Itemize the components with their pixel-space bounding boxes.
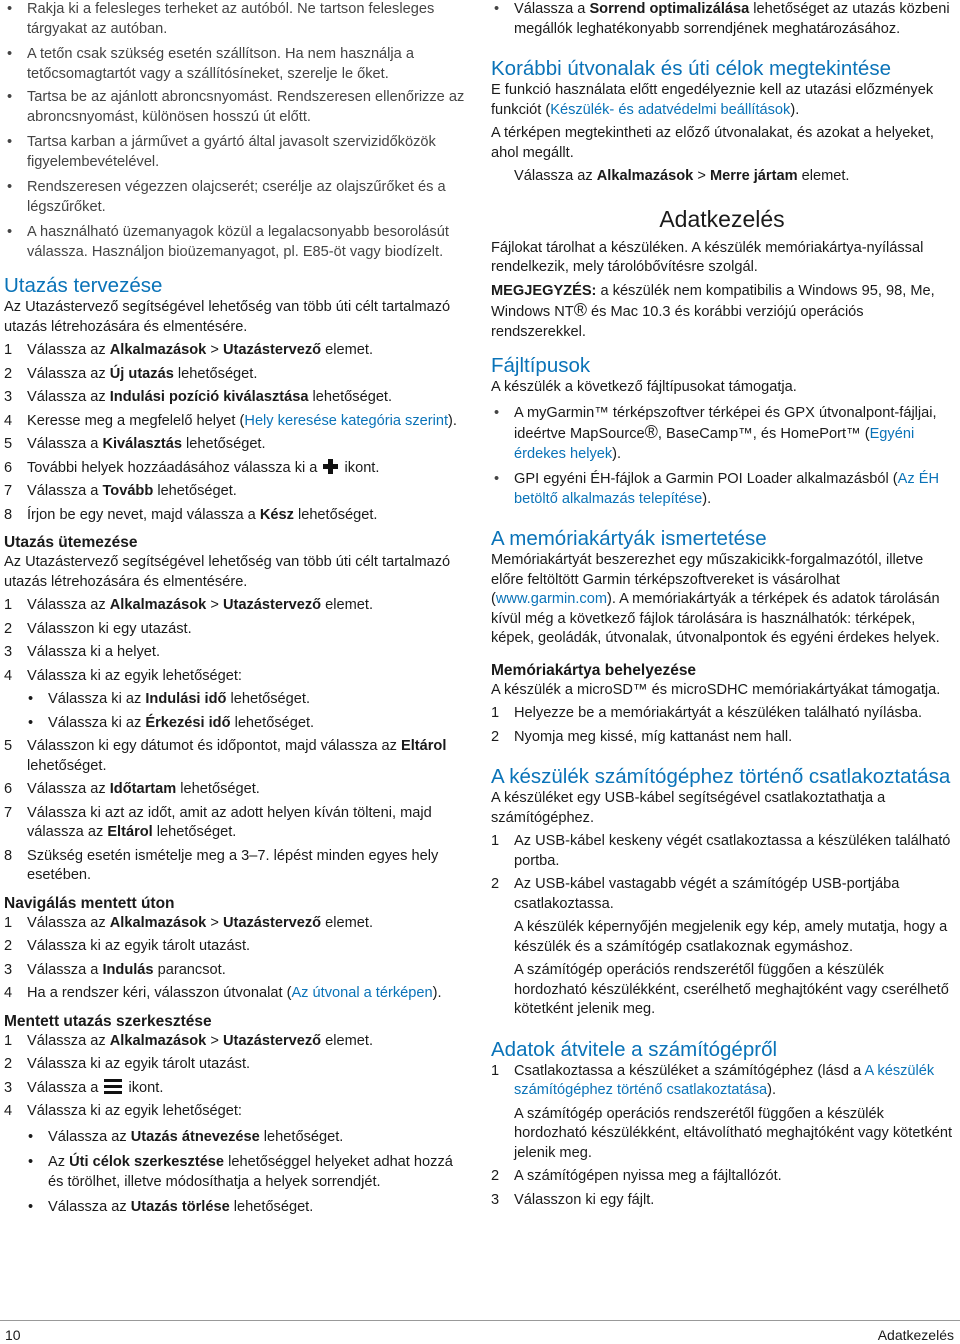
list-item: • GPI egyéni ÉH-fájlok a Garmin POI Loader alkalmazásból (Az ÉH betöltő alkalmazás telepítése). — [491, 470, 953, 509]
step: 7 Válassza ki azt az időt, amit az adott helyen kíván tölteni, majd válassza az Eltárol lehetőséget. — [4, 804, 432, 840]
note: MEGJEGYZÉS: a készülék nem kompatibilis a Windows 95, 98, Me, Windows NT® és Mac 10.3 és korábbi verziójú operációs rendszerekkel. — [491, 282, 935, 340]
footer-section-name: Adatkezelés — [877, 1327, 954, 1343]
step: 4 Ha a rendszer kéri, válasszon útvonalat (Az útvonal a térképen). — [4, 985, 442, 1001]
subsection-title: Memóriakártya behelyezése — [491, 661, 697, 679]
section-title: Adatok átvitele a számítógépről — [491, 1037, 778, 1061]
step: 2 Válassza ki az egyik tárolt utazást. — [4, 1056, 251, 1072]
step: 2 A számítógépen nyissa meg a fájltallózót. — [491, 1168, 782, 1184]
step: 3 Válassza ki a helyet. — [4, 644, 161, 660]
paragraph: A számítógép operációs rendszerétől függően a készülék hordozható készülékként, cserélhető meghajtóként vagy cserélhető kötetként jelenik meg. — [514, 962, 949, 1017]
list-item: • Válassza a Sorrend optimalizálása lehetőséget az utazás közbeni megállók leghatékonyabb sorrendjének meghatározásához. — [491, 0, 953, 39]
step: 6 Válassza az Időtartam lehetőséget. — [4, 781, 260, 797]
paragraph: Az Utazástervező segítségével lehetőség van több úti célt tartalmazó utazás létrehozására és elmentésére. — [4, 554, 451, 590]
step: 2 Nyomja meg kissé, míg kattanást nem hall. — [491, 728, 793, 745]
step: 8 Szükség esetén ismételje meg a 3–7. lépést minden egyes hely esetében. — [4, 847, 439, 883]
sub-list-item: • Válassza az Utazás átnevezése lehetőséget. — [4, 1128, 466, 1148]
link[interactable]: A készülék számítógéphez történő csatlakoztatása — [514, 1062, 935, 1098]
list-item: • Rendszeresen végezzen olajcserét; cserélje az olajszűrőket és a légszűrőket. — [4, 178, 466, 217]
section-title: Fájltípusok — [491, 354, 591, 377]
step: 4 Keresse meg a megfelelő helyet (Hely keresése kategória szerint). — [4, 412, 457, 429]
page-footer — [0, 1320, 960, 1344]
section-title: A memóriakártyák ismertetése — [491, 527, 767, 550]
paragraph: A számítógép operációs rendszerétől függően a készülék hordozható készülékként, eltávolítható meghajtóként vagy kötetként jelenik meg. — [514, 1105, 953, 1161]
step: 2 Az USB-kábel vastagabb végét a számítógép USB-portjába csatlakoztassa. — [491, 876, 900, 912]
step: 3 Válasszon ki egy fájlt. — [491, 1191, 655, 1208]
list-item: • Tartsa be az ajánlott abroncsnyomást. Rendszeresen ellenőrizze az abroncsnyomást, különösen hosszú út előtt. — [4, 88, 466, 127]
link[interactable]: Az útvonal a térképen — [291, 985, 433, 1001]
step: 1 Válassza az Alkalmazások > Utazástervező elemet. — [4, 1032, 374, 1049]
step: 1 Helyezze be a memóriakártyát a készüléken található nyílásba. — [491, 705, 923, 721]
step: 4 Válassza ki az egyik lehetőséget: — [4, 1103, 242, 1119]
step: 4 Válassza ki az egyik lehetőséget: — [4, 667, 242, 684]
link[interactable]: www.garmin.com — [495, 591, 607, 607]
right-column — [491, 0, 953, 1210]
step: 1 Válassza az Alkalmazások > Utazástervező elemet. — [4, 597, 374, 613]
list-item: • A tetőn csak szükség esetén szállítson. Ha nem használja a tetőcsomagtartót vagy a szállítósíneket, szerelje le őket. — [4, 45, 466, 84]
link[interactable]: Egyéni érdekes helyek — [514, 426, 915, 462]
step: 7 Válassza a Tovább lehetőséget. — [4, 483, 237, 499]
section-title: Korábbi útvonalak és úti célok megtekintése — [491, 57, 891, 80]
sub-list-item: • Válassza ki az Érkezési idő lehetőséget. — [4, 714, 466, 734]
section-title: A készülék számítógéphez történő csatlakoztatása — [491, 765, 951, 788]
chapter-title: Adatkezelés — [659, 205, 785, 232]
step: 5 Válasszon ki egy dátumot és időpontot, majd válassza az Eltárol lehetőséget. — [4, 738, 447, 774]
step: 1 Az USB-kábel keskeny végét csatlakoztassa a készüléken található portba. — [491, 833, 951, 869]
sub-list-item: • Válassza az Utazás törlése lehetőséget. — [4, 1198, 466, 1218]
paragraph: Az Utazástervező segítségével lehetőség van több úti célt tartalmazó utazás létrehozására és elmentésére. — [4, 299, 451, 335]
paragraph: A készülék a következő fájltípusokat támogatja. — [491, 379, 797, 395]
link[interactable]: Az ÉH betöltő alkalmazás telepítése — [514, 471, 940, 507]
paragraph: Memóriakártyát beszerezhet egy műszakicikk-forgalmazótól, illetve előre feltöltött Garmin térképszoftvereket is vásárolhat (www.garmin.com). A memóriakártyák a térképek és adatok tárolásán kívül még a következő fájlok tárolására is használhatók: térképek, képek, geoládák, útvonalak, útvonalpontok és egyéni érdekes helyek. — [491, 552, 940, 646]
paragraph: A készülék képernyőjén megjelenik egy kép, amely mutatja, hogy a készülék és a számítógép csatlakoznak egymáshoz. — [514, 919, 948, 955]
step: 1 Válassza az Alkalmazások > Utazástervező elemet. — [4, 914, 374, 931]
list-item: • A myGarmin™ térképszoftver térképei és GPX útvonalpont-fájljai, ideértve MapSource®, BaseCamp™, és HomePort™ (Egyéni érdekes helyek). — [491, 404, 953, 465]
sub-list-item: • Válassza ki az Indulási idő lehetőséget. — [4, 690, 466, 710]
left-column — [4, 0, 466, 1218]
step: 6 További helyek hozzáadásához válassza ki a ikont. — [4, 459, 380, 476]
step: 5 Válassza a Kiválasztás lehetőséget. — [4, 436, 266, 452]
step: 2 Válassza ki az egyik tárolt utazást. — [4, 938, 251, 954]
step: 2 Válassza az Új utazás lehetőséget. — [4, 365, 258, 382]
page-number: 10 — [5, 1327, 21, 1343]
step: 1 Válassza az Alkalmazások > Utazástervező elemet. — [4, 342, 374, 358]
plus-icon — [323, 459, 338, 474]
list-item: • Rakja ki a felesleges terheket az autóból. Ne tartson felesleges tárgyakat az autóban. — [4, 0, 466, 39]
section-title: Utazás tervezése — [4, 274, 163, 297]
list-item: • A használható üzemanyagok közül a legalacsonyabb besorolásút válassza. Használjon bioüzemanyagot, pl. E85-öt vagy biodízelt. — [4, 223, 466, 262]
menu-icon — [104, 1079, 122, 1094]
step: 1 Csatlakoztassa a készüléket a számítógéphez (lásd a A készülék számítógéphez történő csatlakoztatása). — [491, 1062, 935, 1098]
paragraph: E funkció használata előtt engedélyeznie kell az utazási előzmények funkciót (Készülék- és adatvédelmi beállítások). — [491, 82, 934, 118]
step: 3 Válassza a ikont. — [4, 1079, 164, 1096]
list-item: • Tartsa karban a járművet a gyártó által javasolt szervizidőközök figyelembevételével. — [4, 133, 466, 172]
step: 2 Válasszon ki egy utazást. — [4, 620, 192, 637]
step: 3 Válassza a Indulás parancsot. — [4, 961, 226, 978]
paragraph: Fájlokat tárolhat a készüléken. A készülék memóriakártya-nyílással rendelkezik, mely tárolóbővítésre szolgál. — [491, 239, 924, 275]
subsection-title: Utazás ütemezése — [4, 534, 138, 551]
subsection-title: Navigálás mentett úton — [4, 894, 175, 912]
paragraph: Válassza az Alkalmazások > Merre jártam elemet. — [514, 168, 850, 184]
link[interactable]: Készülék- és adatvédelmi beállítások — [550, 101, 791, 118]
paragraph: A készülék a microSD™ és microSDHC memóriakártyákat támogatja. — [491, 681, 941, 698]
paragraph: A térképen megtekintheti az előző útvonalakat, és azokat a helyeket, ahol megállt. — [491, 125, 934, 161]
step: 8 Írjon be egy nevet, majd válassza a Kész lehetőséget. — [4, 506, 378, 523]
paragraph: A készüléket egy USB-kábel segítségével csatlakoztathatja a számítógéphez. — [491, 790, 886, 826]
subsection-title: Mentett utazás szerkesztése — [4, 1012, 212, 1030]
sub-list-item: • Az Úti célok szerkesztése lehetőséggel helyeket adhat hozzá és törölhet, illetve módosíthatja a helyek sorrendjét. — [4, 1153, 466, 1192]
step: 3 Válassza az Indulási pozíció kiválasztása lehetőséget. — [4, 389, 393, 405]
link[interactable]: Hely keresése kategória szerint — [244, 412, 448, 429]
